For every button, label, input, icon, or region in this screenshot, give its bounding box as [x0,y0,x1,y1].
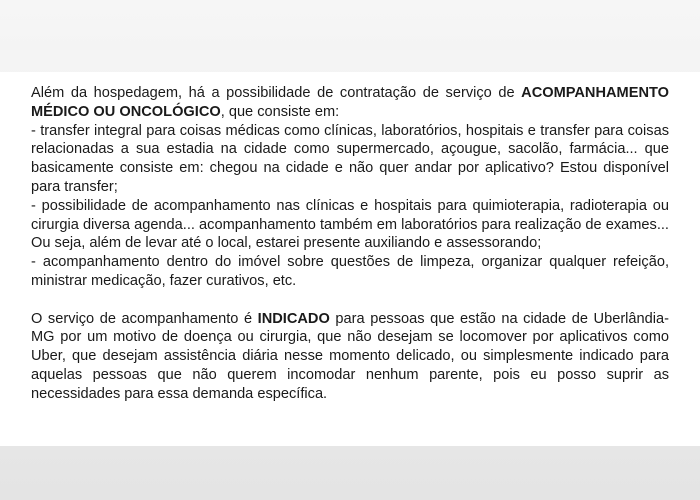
intro-text: Além da hospedagem, há a possibilidade de contratação de serviço de [31,85,515,101]
service-bullet: - transfer integral para coisas médicas como clínicas, laboratórios, hospitais e transfer para coisas relacionadas a sua estadia na cidade como supermercado, açougue, sacolão, farmácia... que basicamente consiste em: chegou na cidade e não quer andar por aplicativo? Estou disponível para transfer; [31,122,669,195]
indication-paragraph [31,310,669,404]
indication-emphasis: INDICADO [257,310,330,327]
service-bullet: - acompanhamento dentro do imóvel sobre questões de limpeza, organizar qualquer refeição, ministrar medicação, fazer curativos, etc. [31,254,669,289]
services-paragraph [31,84,669,291]
indication-text-start: O serviço de acompanhamento é [31,310,258,327]
intro-text-end: , que consiste em: [220,103,340,120]
indication-text-end: para pessoas que estão na cidade de Uberlândia-MG por um motivo de doença ou cirurgia, que não desejam se locomover por aplicativos como Uber, que desejam assistência diária nesse momento delicado, ou simplesmente indicado para aquelas pessoas que não querem incomodar nenhum parente, pois eu posso suprir as necessidades para essa demanda específica. [31,310,669,402]
intro-line [31,84,669,122]
service-description [31,84,669,404]
service-bullet: - possibilidade de acompanhamento nas clínicas e hospitais para quimioterapia, radioterapia ou cirurgia diversa agenda... acompanhamento também em laboratórios para realização de exames... Ou seja, além de levar até o local, estarei presente auxiliando e assessorando; [31,197,669,252]
service-name: ACOMPANHAMENTO MÉDICO OU ONCOLÓGICO [31,85,669,120]
